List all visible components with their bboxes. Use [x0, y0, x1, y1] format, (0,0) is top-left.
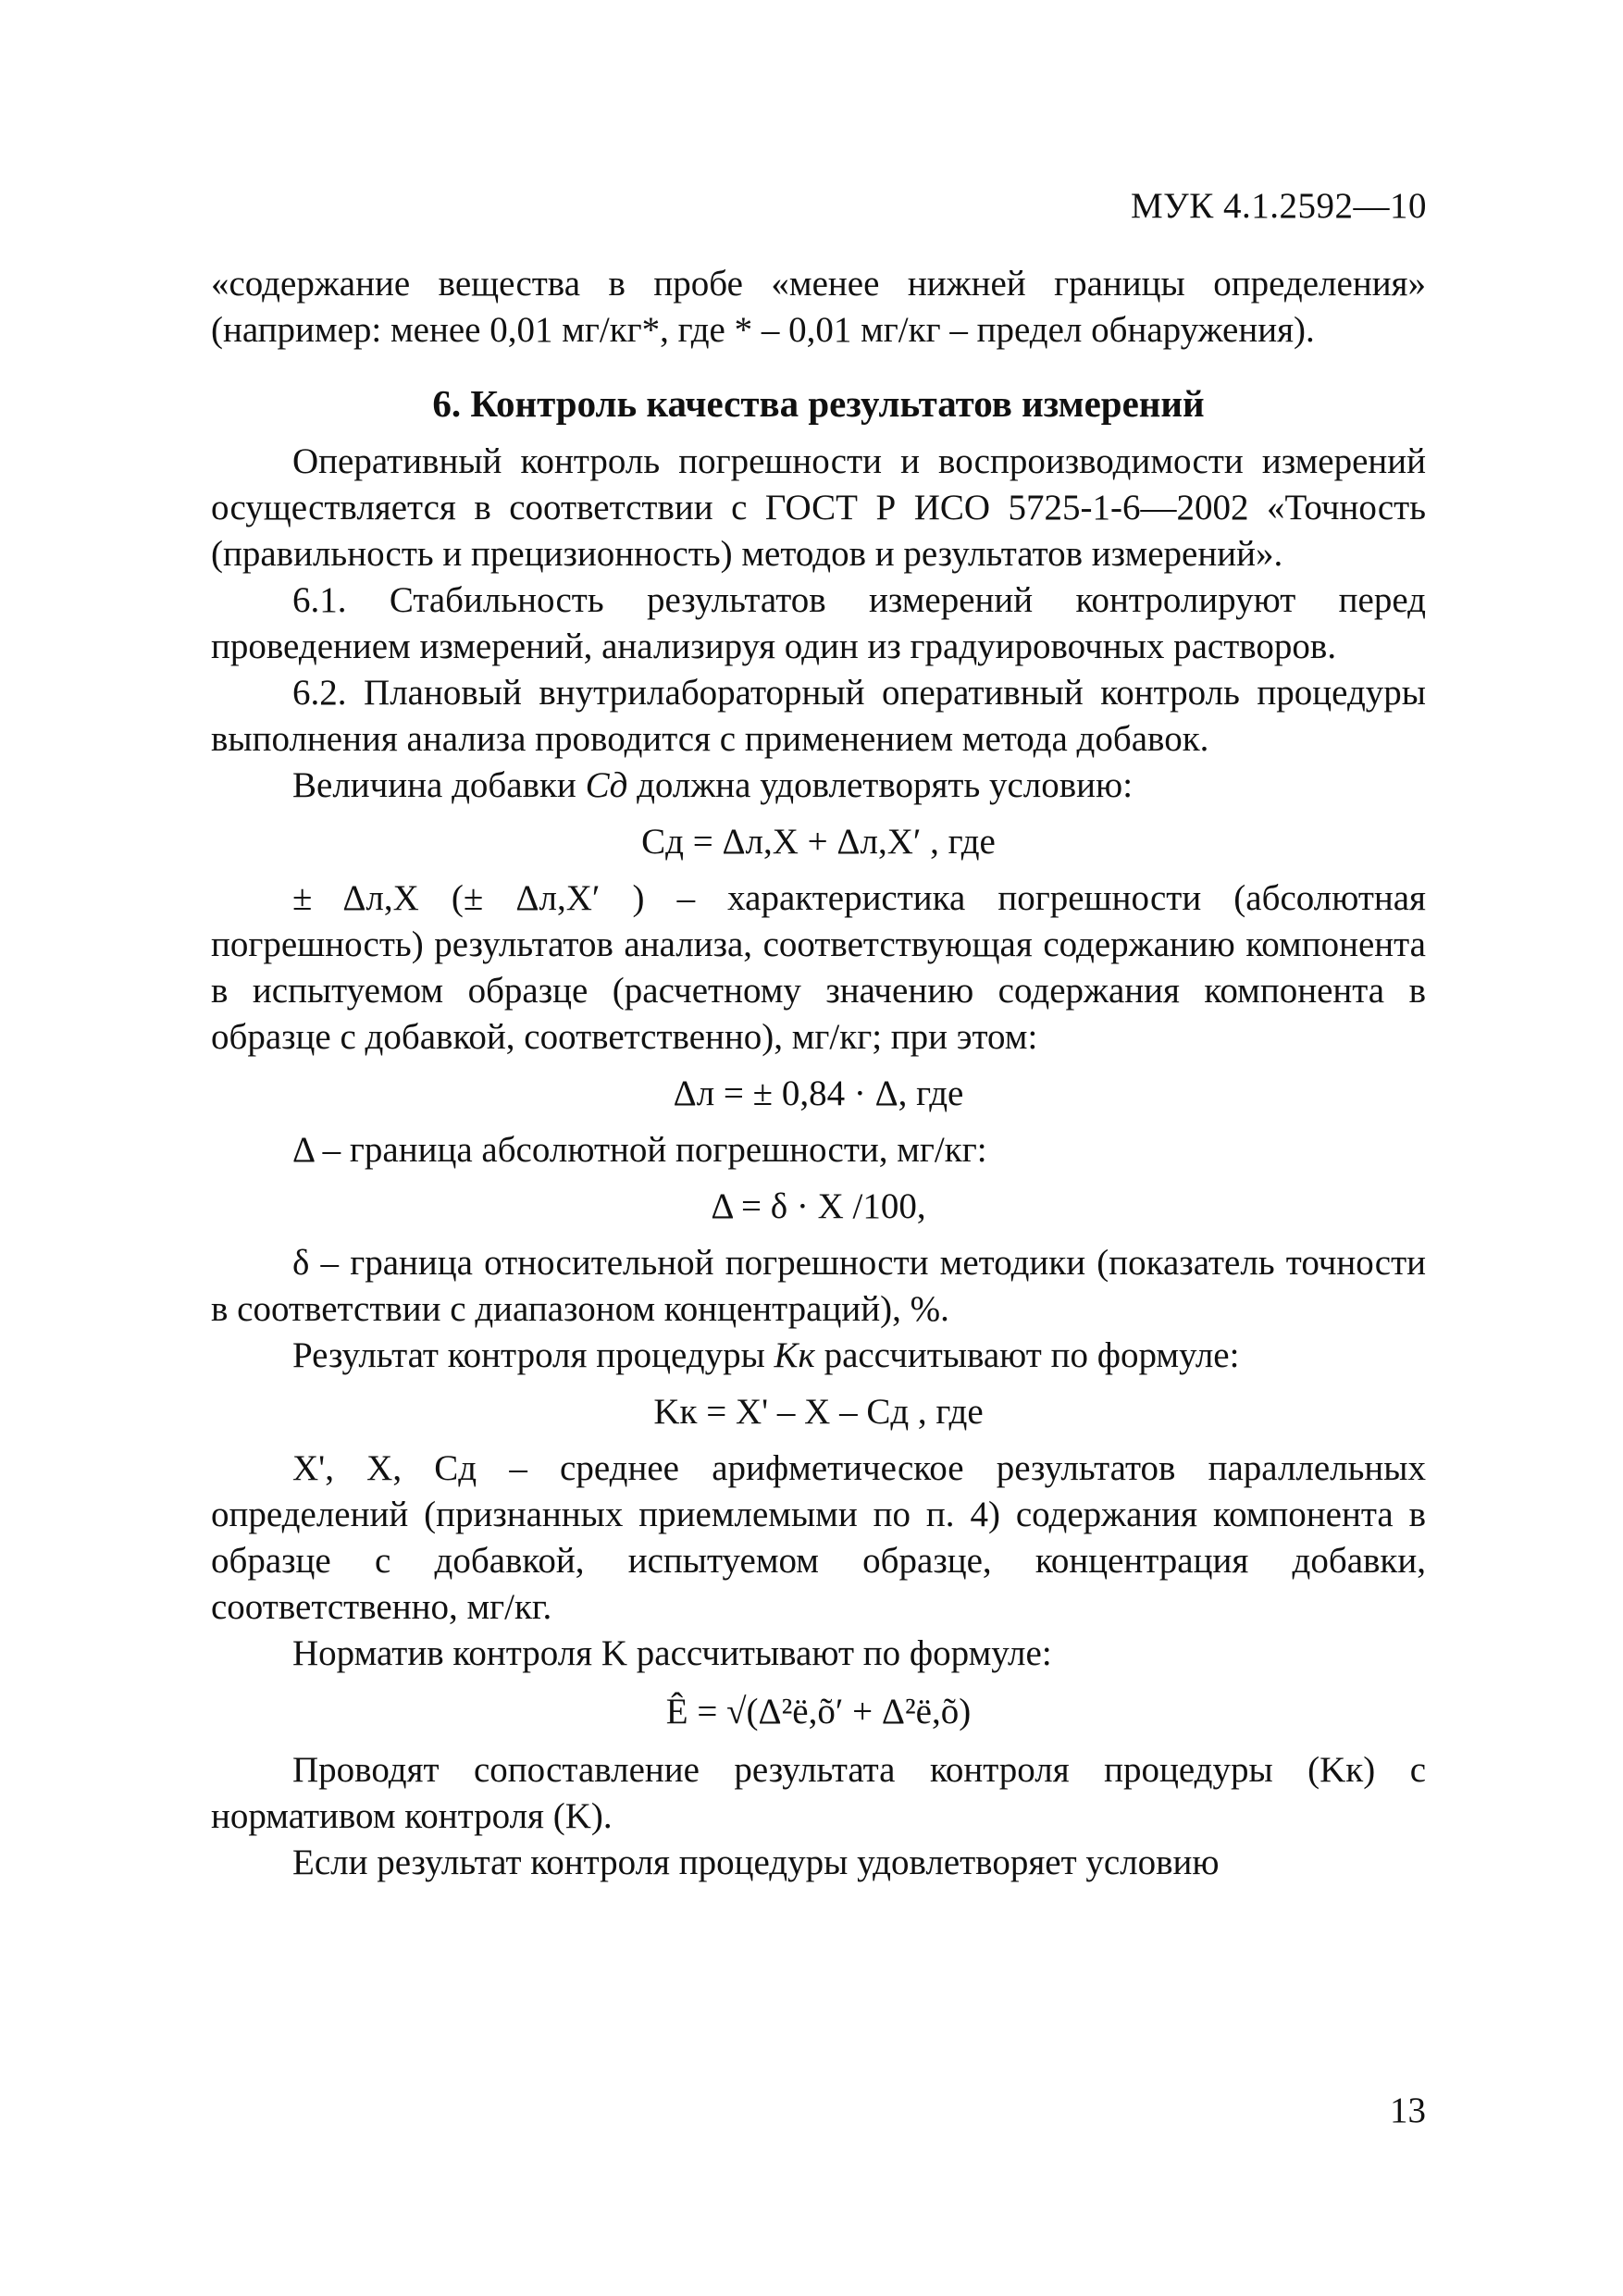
formula-kk: Kк = X' – X – Cд , где: [653, 1392, 984, 1432]
text-segment: должна удовлетворять условию:: [627, 765, 1134, 805]
formula-delta: Δ = δ · X /100,: [711, 1186, 926, 1226]
paragraph-relative-error: δ – граница относительной погрешности методики (показатель точности в соответствии с диапазоном концентраций), %.: [211, 1243, 1426, 1329]
document-code: МУК 4.1.2592—10: [1130, 186, 1427, 226]
paragraph-6-1: 6.1. Стабильность результатов измерений контролируют перед проведением измерений, анализируя один из градуировочных растворов.: [211, 580, 1426, 666]
page-body: [211, 261, 1426, 1886]
page-number: 13: [1390, 2091, 1426, 2130]
paragraph-variables-definition: X', X, Cд – среднее арифметическое результатов параллельных определений (признанных приемлемыми по п. 4) содержания компонента в образце с добавкой, испытуемом образце, концентрация добавки, соответственно, мг/кг.: [211, 1448, 1426, 1627]
paragraph-error-characteristic: ± Δл,X (± Δл,X′ ) – характеристика погрешности (абсолютная погрешность) результатов анализа, соответствующая содержанию компонента в испытуемом образце (расчетному значению содержания компонента в образце с добавкой, соответственно), мг/кг; при этом:: [211, 878, 1426, 1057]
paragraph-6-2: 6.2. Плановый внутрилабораторный оперативный контроль процедуры выполнения анализа проводится с применением метода добавок.: [211, 673, 1426, 759]
formula-delta-l: Δл = ± 0,84 · Δ, где: [673, 1074, 964, 1113]
formula-additive: Cд = Δл,X + Δл,X′ , где: [641, 822, 996, 862]
text-segment: рассчитывают по формуле:: [814, 1335, 1240, 1375]
paragraph-condition: Если результат контроля процедуры удовлетворяет условию: [292, 1843, 1220, 1882]
paragraph-additive-condition: [211, 763, 1426, 809]
text-segment: Результат контроля процедуры: [292, 1335, 774, 1375]
paragraph-control-norm: Норматив контроля K рассчитывают по формуле:: [292, 1633, 1052, 1673]
intro-paragraph: «содержание вещества в пробе «менее нижней границы определения» (например: менее 0,01 мг/кг*, где * – 0,01 мг/кг – предел обнаружения).: [211, 264, 1426, 350]
text-segment: Величина добавки: [292, 765, 586, 805]
paragraph-absolute-error: Δ – граница абсолютной погрешности, мг/кг:: [292, 1130, 987, 1170]
section-title: 6. Контроль качества результатов измерений: [432, 382, 1205, 425]
variable-kk: Kк: [774, 1335, 815, 1375]
formula-norm: Ê = √(Δ²ё,õ′ + Δ²ё,õ): [665, 1692, 972, 1731]
variable-cd: Cд: [585, 765, 628, 805]
paragraph-control-result: [211, 1333, 1426, 1379]
paragraph-comparison: Проводят сопоставление результата контроля процедуры (Kк) с нормативом контроля (K).: [211, 1750, 1426, 1836]
paragraph-operational-control: Оперативный контроль погрешности и воспроизводимости измерений осуществляется в соответствии с ГОСТ Р ИСО 5725-1-6—2002 «Точность (правильность и прецизионность) методов и результатов измерений».: [211, 441, 1426, 574]
